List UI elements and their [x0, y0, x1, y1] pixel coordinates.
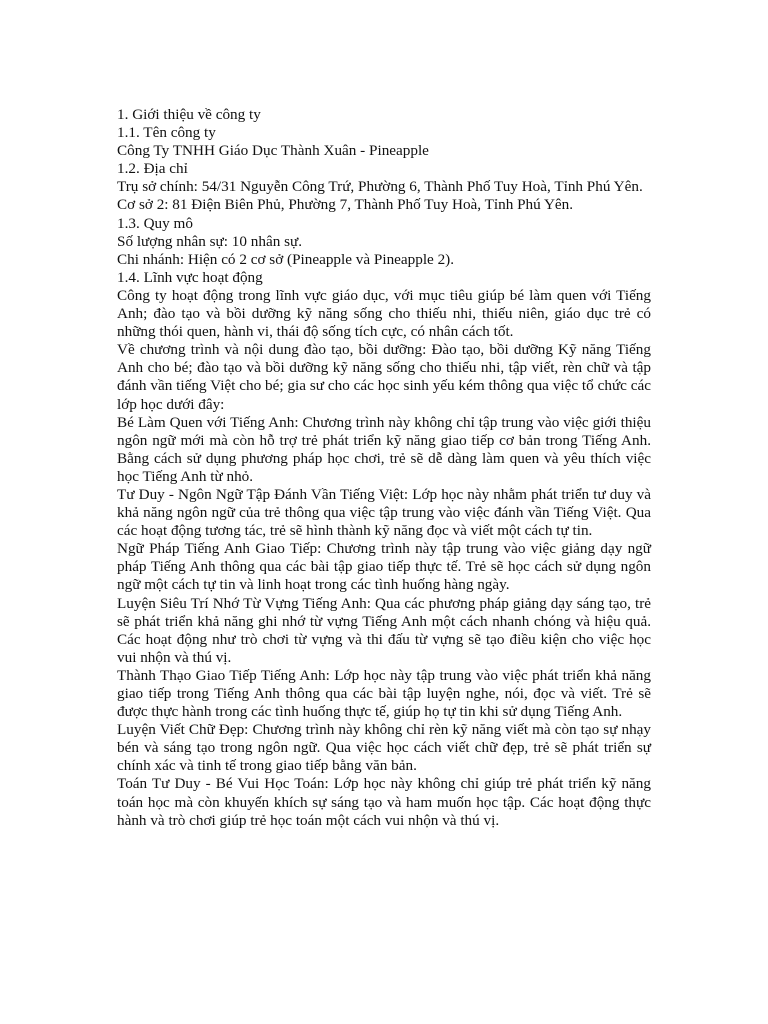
branch-count: Chi nhánh: Hiện có 2 cơ sở (Pineapple và Pineapple 2). [117, 250, 455, 268]
course-description: Ngữ Pháp Tiếng Anh Giao Tiếp: Chương trình này tập trung vào việc giảng dạy ngữ pháp Tiếng Anh thông qua các bài tập giao tiếp thực tế. Trẻ sẽ học cách sử dụng ngôn ngữ một cách tự tin và linh hoạt trong các tình huống hàng ngày. [117, 540, 651, 594]
course-description: Thành Thạo Giao Tiếp Tiếng Anh: Lớp học này tập trung vào việc phát triển khả năng giao tiếp trong Tiếng Anh thông qua các bài tập luyện nghe, nói, đọc và viết. Trẻ sẽ được thực hành trong các tình huống thực tế, giúp họ tự tin khi sử dụng Tiếng Anh. [117, 666, 651, 721]
subsection-heading: 1.1. Tên công ty [117, 124, 216, 142]
section-heading: 1. Giới thiệu về công ty [117, 106, 261, 123]
subsection-heading: 1.3. Quy mô [117, 214, 193, 232]
address-headquarters: Trụ sở chính: 54/31 Nguyễn Công Trứ, Phường 6, Thành Phố Tuy Hoà, Tỉnh Phú Yên. [117, 178, 643, 196]
document-page [117, 106, 651, 830]
course-description: Toán Tư Duy - Bé Vui Học Toán: Lớp học này không chỉ giúp trẻ phát triển kỹ năng toán học mà còn khuyến khích sự sáng tạo và ham muốn học tập. Các hoạt động thực hành và trò chơi giúp trẻ học toán một cách vui nhộn và thú vị. [117, 775, 651, 829]
body-paragraph: Công ty hoạt động trong lĩnh vực giáo dục, với mục tiêu giúp bé làm quen với Tiếng Anh; đào tạo và bồi dưỡng kỹ năng sống cho thiếu nhi, thiếu niên, giáo dục trẻ có những thói quen, hành vi, thái độ sống tích cực, có nhân cách tốt. [117, 286, 651, 341]
subsection-heading: 1.4. Lĩnh vực hoạt động [117, 268, 263, 286]
company-name: Công Ty TNHH Giáo Dục Thành Xuân - Pineapple [117, 142, 429, 160]
body-paragraph: Về chương trình và nội dung đào tạo, bồi dưỡng: Đào tạo, bồi dưỡng Kỹ năng Tiếng Anh cho bé; đào tạo và bồi dưỡng kỹ năng sống cho thiếu nhi, tập viết, rèn chữ và tập đánh vần tiếng Việt cho bé; gia sư cho các học sinh yếu kém thông qua việc tổ chức các lớp học dưới đây: [117, 341, 651, 413]
address-branch: Cơ sở 2: 81 Điện Biên Phủ, Phường 7, Thành Phố Tuy Hoà, Tỉnh Phú Yên. [117, 196, 574, 214]
subsection-heading: 1.2. Địa chỉ [117, 160, 188, 178]
staff-count: Số lượng nhân sự: 10 nhân sự. [117, 232, 303, 250]
course-description: Tư Duy - Ngôn Ngữ Tập Đánh Vần Tiếng Việt: Lớp học này nhằm phát triển tư duy và khả năng ngôn ngữ của trẻ thông qua việc tập trung vào việc đánh vần Tiếng Việt. Qua các hoạt động tương tác, trẻ sẽ hình thành kỹ năng đọc và viết một cách tự tin. [117, 485, 651, 540]
course-description: Bé Làm Quen với Tiếng Anh: Chương trình này không chỉ tập trung vào việc giới thiệu ngôn ngữ mới mà còn hỗ trợ trẻ phát triển kỹ năng giao tiếp cơ bản trong Tiếng Anh. Bằng cách sử dụng phương pháp học chơi, trẻ sẽ dễ dàng làm quen và yêu thích việc học Tiếng Anh từ nhỏ. [117, 413, 651, 485]
course-description: Luyện Siêu Trí Nhớ Từ Vựng Tiếng Anh: Qua các phương pháp giảng dạy sáng tạo, trẻ sẽ phát triển khả năng ghi nhớ từ vựng Tiếng Anh một cách nhanh chóng và hiệu quả. Các hoạt động như trò chơi từ vựng và thi đấu từ vựng sẽ tạo điều kiện cho việc học vui nhộn và thú vị. [117, 594, 651, 666]
course-description: Luyện Viết Chữ Đẹp: Chương trình này không chỉ rèn kỹ năng viết mà còn tạo sự nhạy bén và sáng tạo trong ngôn ngữ. Qua việc học cách viết chữ đẹp, trẻ sẽ phát triển sự chính xác và tinh tế trong giao tiếp bằng văn bản. [117, 721, 651, 775]
